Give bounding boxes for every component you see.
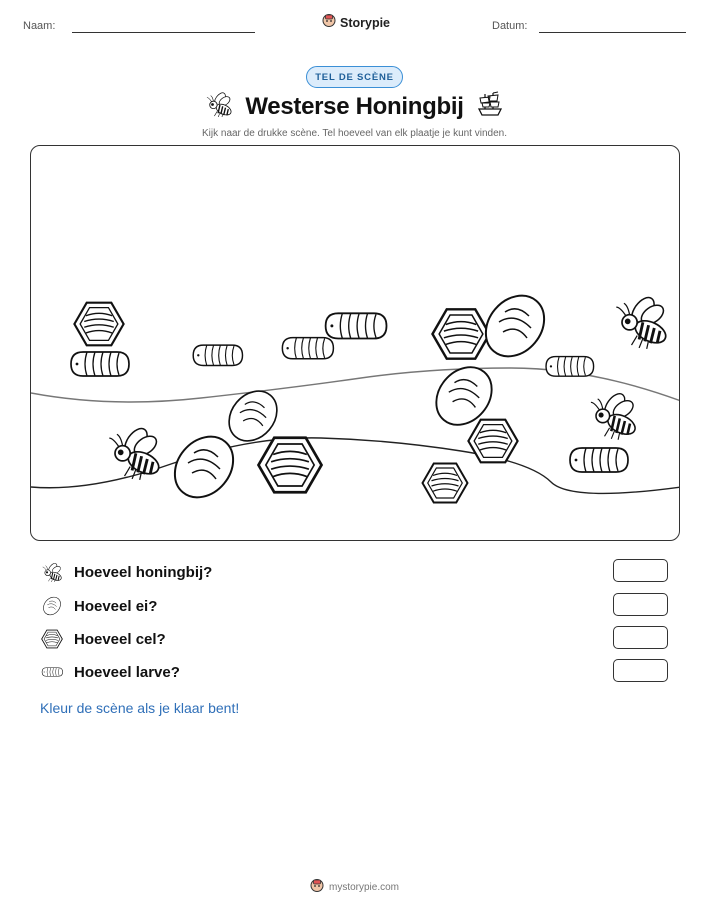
cell-icon (74, 303, 123, 346)
name-label: Naam: (23, 20, 56, 32)
larva-icon (193, 345, 242, 365)
answer-box-egg[interactable] (613, 593, 668, 616)
larva-icon (282, 338, 333, 359)
bee-icon (109, 425, 162, 480)
question-larva (40, 659, 180, 685)
cell-icon (433, 309, 490, 358)
egg-icon (474, 284, 556, 368)
footer-site: mystorypie.com (328, 882, 399, 893)
date-line[interactable] (539, 32, 686, 33)
badge: TEL DE SCÈNE (306, 66, 403, 88)
question-label: Hoeveel larve? (74, 663, 180, 681)
question-label: Hoeveel ei? (74, 597, 158, 615)
brand-name: Storypie (340, 15, 391, 30)
question-label: Hoeveel honingbij? (74, 563, 213, 581)
name-line[interactable] (72, 32, 255, 33)
egg-icon (40, 595, 64, 617)
honeycomb-cell-icon (40, 628, 64, 650)
storypie-logo-icon (310, 878, 324, 897)
color-instruction: Kleur de scène als je klaar bent! (40, 700, 240, 716)
egg-icon (163, 425, 245, 509)
larva-icon (546, 357, 594, 377)
brand-logo (322, 13, 390, 32)
question-cell (40, 626, 166, 652)
question-bee (40, 559, 212, 585)
scene-picture (30, 145, 680, 541)
larva-icon (570, 448, 628, 472)
larva-icon (71, 352, 129, 376)
question-label: Hoeveel cel? (74, 630, 166, 648)
answer-box-larva[interactable] (613, 659, 668, 682)
cell-icon (468, 420, 517, 463)
answer-box-cell[interactable] (613, 626, 668, 649)
page-title: Westerse Honingbij (245, 92, 464, 120)
date-label: Datum: (492, 20, 528, 32)
bee-icon (40, 561, 64, 583)
larva-icon (326, 313, 387, 338)
bee-icon (591, 390, 638, 440)
storypie-logo-icon (322, 13, 336, 32)
title-row (0, 90, 709, 123)
larva-icon (40, 661, 64, 683)
footer (0, 878, 709, 897)
answer-box-bee[interactable] (613, 559, 668, 582)
bee-icon (616, 294, 669, 349)
question-egg (40, 593, 157, 619)
bee-icon (205, 91, 233, 122)
cell-icon (423, 464, 468, 503)
instructions: Kijk naar de drukke scène. Tel hoeveel van elk plaatje je kunt vinden. (201, 128, 507, 139)
ship-icon (476, 90, 504, 123)
cell-icon (259, 438, 322, 493)
